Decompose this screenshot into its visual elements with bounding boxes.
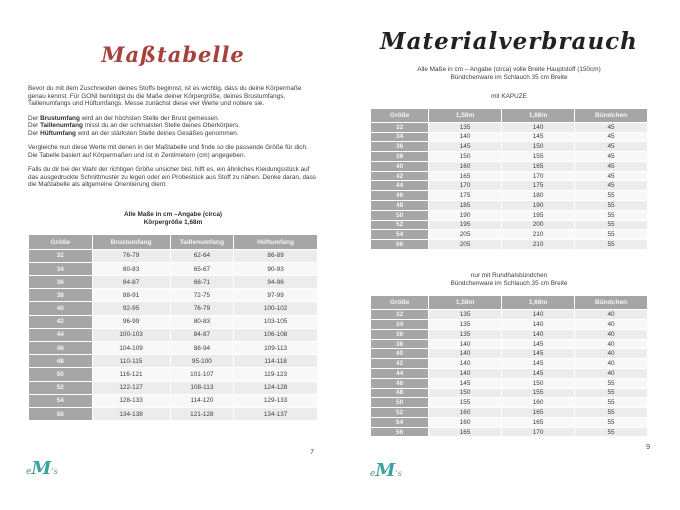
size-cell: 54 <box>371 230 429 240</box>
kapuze-table-heading: mit KAPUZE <box>491 92 527 100</box>
value-cell: 119-123 <box>234 368 318 381</box>
table-header-cell: 1,68m <box>502 296 575 310</box>
rundhals-table <box>370 295 648 437</box>
table-row <box>29 289 318 302</box>
value-cell: 124-128 <box>234 381 318 394</box>
table-header-cell: Bündchen <box>575 296 648 310</box>
value-cell: 45 <box>575 152 648 162</box>
value-cell: 55 <box>575 191 648 201</box>
value-cell: 106-108 <box>234 328 318 341</box>
rundhals-heading-line1: nur mit Rundhalsbündchen <box>470 271 548 279</box>
value-cell: 165 <box>502 408 575 418</box>
mass-table-caption <box>28 211 318 228</box>
value-cell: 160 <box>429 417 502 427</box>
size-cell: 38 <box>371 339 429 349</box>
size-cell: 38 <box>29 289 93 302</box>
table-row <box>29 355 318 368</box>
page-title-materialverbrauch: Materialverbrauch <box>380 28 638 55</box>
size-cell: 42 <box>371 359 429 369</box>
size-cell: 40 <box>29 302 93 315</box>
value-cell: 190 <box>429 210 502 220</box>
value-cell: 55 <box>575 388 648 398</box>
value-cell: 134-138 <box>92 407 170 420</box>
size-cell: 32 <box>29 249 93 262</box>
table-row <box>371 339 648 349</box>
paragraph-hint: Falls du dir bei der Wahl der richtigen Größe unsicher bist, hilft es, ein ähnliches Kleidungsstück auf das ausgedruckte Schnittmuster zu legen oder ein Probestück aus Stoff zu nähen. Denke daran, dass die Maßtabelle als allgemeine Orientierung dient. <box>28 166 316 189</box>
value-cell: 80-83 <box>170 315 234 328</box>
value-cell: 190 <box>502 201 575 211</box>
value-cell: 100-103 <box>92 328 170 341</box>
brand-logo-right <box>370 460 402 481</box>
table-row <box>371 191 648 201</box>
table-row <box>29 249 318 262</box>
value-cell: 55 <box>575 417 648 427</box>
table-row <box>29 328 318 341</box>
value-cell: 121-128 <box>170 407 234 420</box>
value-cell: 116-121 <box>92 368 170 381</box>
value-cell: 45 <box>575 142 648 152</box>
table-row <box>371 142 648 152</box>
value-cell: 95-100 <box>170 355 234 368</box>
value-cell: 140 <box>429 359 502 369</box>
table-row <box>371 369 648 379</box>
paragraph-measurements <box>28 115 318 138</box>
table-row <box>371 152 648 162</box>
table-row <box>371 132 648 142</box>
table-row <box>371 201 648 211</box>
size-cell: 36 <box>371 142 429 152</box>
mass-table-caption-line2: Körpergröße 1,68m <box>143 218 203 226</box>
table-row <box>29 368 318 381</box>
page-number-right: 9 <box>646 444 650 451</box>
value-cell: 55 <box>575 220 648 230</box>
value-cell: 180 <box>502 191 575 201</box>
paragraph-intro: Bevor du mit dem Zuschneiden deines Stoffs beginnst, ist es wichtig, dass du deine Körpermaße genau kennst. Für GONI benötigst du die Maße deiner Körpergröße, deines Brustumfangs, Taillenumfangs und Hüftumfangs. Messe zunächst diese vier Werte und notiere sie. <box>28 85 302 108</box>
size-cell: 54 <box>371 417 429 427</box>
value-cell: 45 <box>575 132 648 142</box>
mass-table-caption-line1: Alle Maße in cm –Angabe (circa) <box>123 210 223 218</box>
value-cell: 40 <box>575 349 648 359</box>
value-cell: 140 <box>502 329 575 339</box>
value-cell: 145 <box>502 349 575 359</box>
table-header-cell: Größe <box>371 108 429 122</box>
value-cell: 155 <box>502 388 575 398</box>
value-cell: 140 <box>429 132 502 142</box>
value-cell: 160 <box>502 398 575 408</box>
size-cell: 46 <box>29 342 93 355</box>
term-brustumfang: Brustumfang <box>40 114 80 122</box>
table-header-cell: Brustumfang <box>92 235 170 249</box>
size-cell: 44 <box>371 369 429 379</box>
size-cell: 54 <box>29 394 93 407</box>
page-number-left: 7 <box>310 449 314 456</box>
size-cell: 36 <box>371 329 429 339</box>
value-cell: 145 <box>429 142 502 152</box>
value-cell: 160 <box>429 408 502 418</box>
value-cell: 150 <box>502 378 575 388</box>
value-cell: 128-133 <box>92 394 170 407</box>
value-cell: 150 <box>502 142 575 152</box>
size-cell: 44 <box>29 328 93 341</box>
value-cell: 200 <box>502 220 575 230</box>
table-row <box>371 417 648 427</box>
value-cell: 80-83 <box>92 262 170 275</box>
size-cell: 56 <box>29 407 93 420</box>
intro-text-block <box>28 85 318 189</box>
size-cell: 40 <box>371 349 429 359</box>
value-cell: 165 <box>502 161 575 171</box>
size-cell: 50 <box>371 398 429 408</box>
value-cell: 45 <box>575 181 648 191</box>
value-cell: 165 <box>429 171 502 181</box>
table-row <box>29 262 318 275</box>
table-row <box>371 388 648 398</box>
value-cell: 135 <box>429 320 502 330</box>
size-cell: 32 <box>371 310 429 320</box>
value-cell: 97-99 <box>234 289 318 302</box>
table-row <box>371 230 648 240</box>
value-cell: 90-93 <box>234 262 318 275</box>
value-cell: 40 <box>575 339 648 349</box>
rundhals-table-heading <box>370 272 648 288</box>
value-cell: 55 <box>575 408 648 418</box>
size-cell: 52 <box>29 381 93 394</box>
brand-logo-left <box>26 458 58 479</box>
value-cell: 210 <box>502 240 575 250</box>
size-cell: 32 <box>371 122 429 132</box>
logo-letter-s: ’s <box>51 467 58 476</box>
size-cell: 56 <box>371 427 429 437</box>
value-cell: 122-127 <box>92 381 170 394</box>
logo-letter-e: e <box>26 467 32 477</box>
table-header-cell: Bündchen <box>575 108 648 122</box>
table-header-row <box>371 108 648 122</box>
value-cell: 68-71 <box>170 276 234 289</box>
table-header-cell: 1,58m <box>429 296 502 310</box>
size-cell: 42 <box>371 171 429 181</box>
value-cell: 86-89 <box>234 249 318 262</box>
value-cell: 145 <box>429 378 502 388</box>
table-row <box>29 315 318 328</box>
size-cell: 56 <box>371 240 429 250</box>
table-row <box>371 320 648 330</box>
logo-letter-m: M <box>375 460 396 481</box>
value-cell: 145 <box>502 132 575 142</box>
value-cell: 145 <box>502 339 575 349</box>
table-row <box>29 302 318 315</box>
value-cell: 114-118 <box>234 355 318 368</box>
value-cell: 175 <box>502 181 575 191</box>
table-row <box>371 359 648 369</box>
table-row <box>371 181 648 191</box>
value-cell: 140 <box>502 122 575 132</box>
value-cell: 84-87 <box>92 276 170 289</box>
table-header-row <box>371 296 648 310</box>
size-cell: 46 <box>371 191 429 201</box>
value-cell: 195 <box>429 220 502 230</box>
page-title-masstabelle: Maßtabelle <box>101 42 245 67</box>
value-cell: 210 <box>502 230 575 240</box>
measure-line-huefte: Der Hüftumfang wird an der stärksten Stelle deines Gesäßes genommen. <box>28 129 239 137</box>
mass-table <box>28 234 318 421</box>
value-cell: 150 <box>429 388 502 398</box>
value-cell: 114-120 <box>170 394 234 407</box>
value-cell: 45 <box>575 122 648 132</box>
value-cell: 140 <box>429 349 502 359</box>
size-cell: 34 <box>371 320 429 330</box>
value-cell: 195 <box>502 210 575 220</box>
value-cell: 165 <box>502 417 575 427</box>
value-cell: 40 <box>575 310 648 320</box>
value-cell: 96-99 <box>92 315 170 328</box>
value-cell: 155 <box>429 398 502 408</box>
size-cell: 34 <box>29 262 93 275</box>
value-cell: 145 <box>502 369 575 379</box>
size-cell: 48 <box>29 355 93 368</box>
value-cell: 72-75 <box>170 289 234 302</box>
table-row <box>29 381 318 394</box>
table-row <box>371 398 648 408</box>
size-cell: 50 <box>29 368 93 381</box>
value-cell: 140 <box>502 320 575 330</box>
value-cell: 155 <box>502 152 575 162</box>
value-cell: 170 <box>502 171 575 181</box>
paragraph-compare: Vergleiche nun diese Werte mit denen in der Maßtabelle und finde so die passende Größe für dich. Die Tabelle basiert auf Körpermaßen und ist in Zentimetern (cm) angegeben. <box>28 144 308 159</box>
size-cell: 38 <box>371 152 429 162</box>
table-row <box>371 427 648 437</box>
value-cell: 205 <box>429 230 502 240</box>
logo-letter-e: e <box>370 469 376 479</box>
size-cell: 52 <box>371 220 429 230</box>
value-cell: 129-133 <box>234 394 318 407</box>
term-hueftumfang: Hüftumfang <box>40 129 76 137</box>
value-cell: 150 <box>429 152 502 162</box>
table-row <box>371 378 648 388</box>
value-cell: 88-91 <box>92 289 170 302</box>
value-cell: 45 <box>575 171 648 181</box>
value-cell: 170 <box>429 181 502 191</box>
table-row <box>371 408 648 418</box>
value-cell: 55 <box>575 201 648 211</box>
value-cell: 40 <box>575 329 648 339</box>
table-row <box>29 276 318 289</box>
value-cell: 40 <box>575 320 648 330</box>
value-cell: 92-95 <box>92 302 170 315</box>
term-taillenumfang: Taillenumfang <box>40 122 83 130</box>
value-cell: 175 <box>429 191 502 201</box>
logo-letter-m: M <box>31 458 52 479</box>
value-cell: 55 <box>575 240 648 250</box>
value-cell: 62-64 <box>170 249 234 262</box>
value-cell: 45 <box>575 161 648 171</box>
size-cell: 34 <box>371 132 429 142</box>
measure-line-taille: Der Taillenumfang misst du an der schmalsten Stelle deines Oberkörpers. <box>28 122 240 130</box>
size-cell: 40 <box>371 161 429 171</box>
value-cell: 134-137 <box>234 407 318 420</box>
value-cell: 135 <box>429 329 502 339</box>
table-row <box>371 161 648 171</box>
table-row <box>371 210 648 220</box>
value-cell: 94-96 <box>234 276 318 289</box>
value-cell: 145 <box>502 359 575 369</box>
material-subtitle <box>370 66 648 82</box>
value-cell: 135 <box>429 122 502 132</box>
value-cell: 55 <box>575 230 648 240</box>
value-cell: 104-109 <box>92 342 170 355</box>
size-cell: 52 <box>371 408 429 418</box>
value-cell: 165 <box>429 427 502 437</box>
table-row <box>371 122 648 132</box>
size-cell: 48 <box>371 388 429 398</box>
rundhals-heading-line2: Bündchenware im Schlauch 35 cm Breite <box>450 280 568 288</box>
value-cell: 140 <box>502 310 575 320</box>
table-header-cell: Hüftumfang <box>234 235 318 249</box>
kapuze-table <box>370 108 648 250</box>
table-header-cell: 1,68m <box>502 108 575 122</box>
value-cell: 76-79 <box>92 249 170 262</box>
table-row <box>371 329 648 339</box>
value-cell: 40 <box>575 369 648 379</box>
size-cell: 44 <box>371 181 429 191</box>
size-cell: 50 <box>371 210 429 220</box>
table-header-cell: Größe <box>371 296 429 310</box>
size-cell: 46 <box>371 378 429 388</box>
table-row <box>29 407 318 420</box>
value-cell: 103-105 <box>234 315 318 328</box>
value-cell: 55 <box>575 378 648 388</box>
value-cell: 100-102 <box>234 302 318 315</box>
table-header-cell: Taillenumfang <box>170 235 234 249</box>
table-row <box>371 310 648 320</box>
table-row <box>371 171 648 181</box>
value-cell: 205 <box>429 240 502 250</box>
value-cell: 88-94 <box>170 342 234 355</box>
value-cell: 55 <box>575 398 648 408</box>
value-cell: 55 <box>575 427 648 437</box>
value-cell: 55 <box>575 210 648 220</box>
value-cell: 140 <box>429 369 502 379</box>
measure-line-brust: Der Brustumfang wird an der höchsten Stelle der Brust gemessen. <box>28 114 220 122</box>
page-materialverbrauch <box>340 0 680 510</box>
table-header-row <box>29 235 318 249</box>
logo-letter-s: ’s <box>395 469 402 478</box>
value-cell: 185 <box>429 201 502 211</box>
page-right-content <box>340 0 680 437</box>
value-cell: 101-107 <box>170 368 234 381</box>
table-header-cell: Größe <box>29 235 93 249</box>
value-cell: 160 <box>429 161 502 171</box>
page-left-content <box>0 0 340 421</box>
value-cell: 109-113 <box>234 342 318 355</box>
value-cell: 140 <box>429 339 502 349</box>
table-row <box>29 394 318 407</box>
material-subtitle-line1: Alle Maße in cm – Angabe (circa) volle Breite Hauptstoff (150cm) <box>417 66 601 74</box>
value-cell: 76-79 <box>170 302 234 315</box>
value-cell: 135 <box>429 310 502 320</box>
value-cell: 170 <box>502 427 575 437</box>
table-row <box>371 220 648 230</box>
size-cell: 36 <box>29 276 93 289</box>
table-row <box>371 349 648 359</box>
size-cell: 42 <box>29 315 93 328</box>
value-cell: 110-115 <box>92 355 170 368</box>
table-header-cell: 1,58m <box>429 108 502 122</box>
table-row <box>371 240 648 250</box>
size-cell: 48 <box>371 201 429 211</box>
table-row <box>29 342 318 355</box>
value-cell: 84-87 <box>170 328 234 341</box>
material-subtitle-line2: Bündchenware im Schlauch 35 cm Breite <box>450 74 568 82</box>
value-cell: 108-113 <box>170 381 234 394</box>
value-cell: 40 <box>575 359 648 369</box>
value-cell: 65-67 <box>170 262 234 275</box>
